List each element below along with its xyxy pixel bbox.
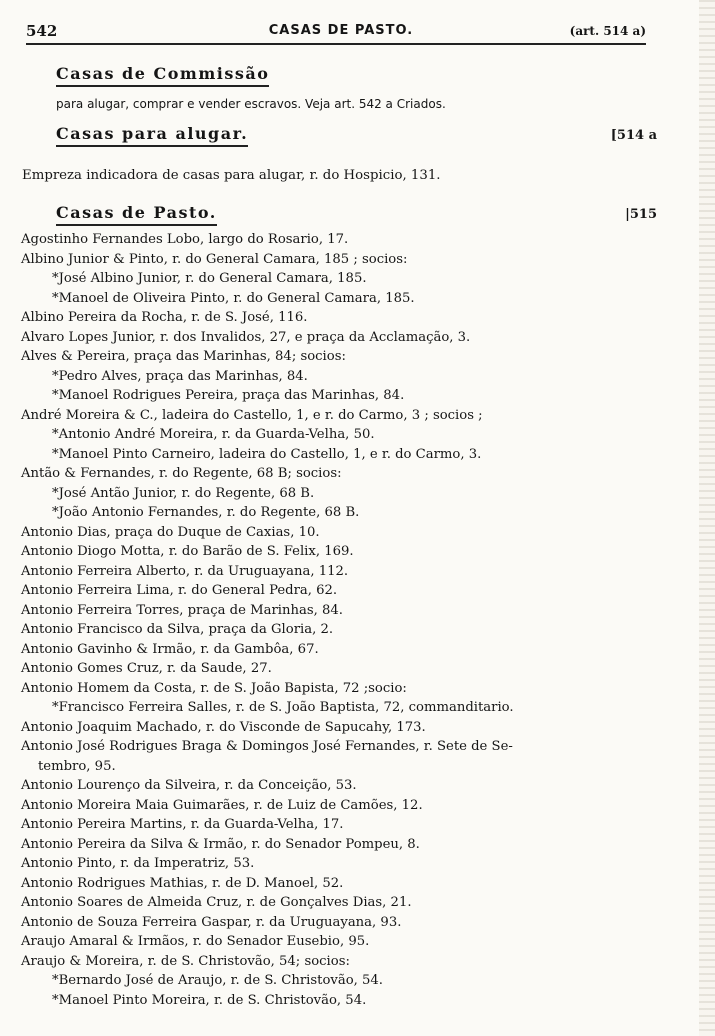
section-title-commissao <box>56 64 269 87</box>
directory-entry: Antonio Pereira da Silva & Irmão, r. do Senador Pompeu, 8. <box>21 836 420 852</box>
directory-entry: André Moreira & C., ladeira do Castello, 1, e r. do Carmo, 3 ; socios ; <box>21 407 483 423</box>
directory-entry: Antonio Moreira Maia Guimarães, r. de Luiz de Camões, 12. <box>21 797 423 813</box>
section-underline <box>56 145 248 147</box>
directory-entry: *Manoel de Oliveira Pinto, r. do General Camara, 185. <box>52 290 415 306</box>
directory-entry: Antonio Soares de Almeida Cruz, r. de Gonçalves Dias, 21. <box>21 895 412 910</box>
directory-entry: *Manoel Rodrigues Pereira, praça das Marinhas, 84. <box>52 388 405 403</box>
section-note-commissao: para alugar, comprar e vender escravos. Veja art. 542 a Criados. <box>56 97 446 111</box>
section-title-pasto-text: Casas de Pasto. <box>56 203 217 222</box>
section-number-pasto: |515 <box>625 207 657 222</box>
directory-entry: Antonio Francisco da Silva, praça da Gloria, 2. <box>21 622 334 637</box>
directory-entry: Antonio Pereira Martins, r. da Guarda-Velha, 17. <box>21 817 344 832</box>
directory-entry: Albino Pereira da Rocha, r. de S. José, 116. <box>21 310 308 325</box>
directory-entry: Antão & Fernandes, r. do Regente, 68 B; socios: <box>21 466 342 481</box>
directory-entry: Alves & Pereira, praça das Marinhas, 84; socios: <box>21 349 346 364</box>
entry-list <box>0 230 700 1010</box>
directory-entry: *Francisco Ferreira Salles, r. de S. João Baptista, 72, commanditario. <box>52 700 514 715</box>
directory-entry: Antonio Rodrigues Mathias, r. de D. Manoel, 52. <box>21 875 344 891</box>
directory-entry: *José Albino Junior, r. do General Camara, 185. <box>52 271 367 286</box>
section-title-pasto <box>56 203 217 226</box>
directory-entry: *Manoel Pinto Moreira, r. de S. Christovão, 54. <box>52 992 367 1008</box>
directory-entry: Antonio Homem da Costa, r. de S. João Bapista, 72 ;socio: <box>21 680 407 696</box>
directory-entry: Antonio Diogo Motta, r. do Barão de S. Felix, 169. <box>21 544 354 559</box>
directory-entry: Antonio Joaquim Machado, r. do Visconde de Sapucahy, 173. <box>21 719 426 735</box>
directory-entry: *Manoel Pinto Carneiro, ladeira do Castello, 1, e r. do Carmo, 3. <box>52 446 482 462</box>
directory-entry: *João Antonio Fernandes, r. do Regente, 68 B. <box>52 505 360 520</box>
directory-entry: Antonio Lourenço da Silveira, r. da Conceição, 53. <box>21 778 357 793</box>
directory-entry: Antonio Gomes Cruz, r. da Saude, 27. <box>21 661 272 676</box>
section-line-alugar: Empreza indicadora de casas para alugar, r. do Hospicio, 131. <box>22 168 441 183</box>
directory-entry: Araujo & Moreira, r. de S. Christovão, 54; socios: <box>21 953 350 969</box>
section-number-alugar: [514 a <box>610 128 657 143</box>
directory-entry: Araujo Amaral & Irmãos, r. do Senador Eusebio, 95. <box>21 934 370 949</box>
running-title: CASAS DE PASTO. <box>268 23 414 38</box>
directory-entry: Agostinho Fernandes Lobo, largo do Rosario, 17. <box>21 232 349 247</box>
directory-entry: Antonio Ferreira Torres, praça de Marinhas, 84. <box>21 602 343 618</box>
header-rule <box>26 43 646 45</box>
directory-entry: Antonio Gavinho & Irmão, r. da Gambôa, 67. <box>21 641 319 657</box>
article-reference: (art. 514 a) <box>569 24 646 38</box>
directory-entry: *Bernardo José de Araujo, r. de S. Christovão, 54. <box>52 973 383 988</box>
page-header <box>26 22 658 44</box>
directory-entry: Antonio de Souza Ferreira Gaspar, r. da Uruguayana, 93. <box>21 914 402 930</box>
directory-entry: *Antonio André Moreira, r. da Guarda-Velha, 50. <box>52 427 375 442</box>
section-title-alugar-text: Casas para alugar. <box>56 124 249 143</box>
section-title-commissao-text: Casas de Commissão <box>56 64 270 83</box>
directory-entry: tembro, 95. <box>38 758 116 774</box>
section-underline <box>56 85 269 87</box>
directory-entry: Albino Junior & Pinto, r. do General Camara, 185 ; socios: <box>21 251 408 267</box>
directory-entry: Alvaro Lopes Junior, r. dos Invalidos, 27, e praça da Acclamação, 3. <box>21 329 471 345</box>
directory-entry: Antonio Pinto, r. da Imperatriz, 53. <box>21 856 255 871</box>
section-title-alugar <box>56 124 248 147</box>
directory-entry: *Pedro Alves, praça das Marinhas, 84. <box>52 368 308 384</box>
directory-entry: Antonio José Rodrigues Braga & Domingos José Fernandes, r. Sete de Se- <box>21 739 513 754</box>
page-number: 542 <box>26 22 58 40</box>
directory-entry: Antonio Dias, praça do Duque de Caxias, 10. <box>21 524 320 540</box>
page-edge <box>699 0 715 1036</box>
directory-entry: *José Antão Junior, r. do Regente, 68 B. <box>52 485 315 501</box>
directory-entry: Antonio Ferreira Alberto, r. da Uruguayana, 112. <box>21 563 349 579</box>
directory-entry: Antonio Ferreira Lima, r. do General Pedra, 62. <box>21 583 338 598</box>
section-underline <box>56 224 217 226</box>
